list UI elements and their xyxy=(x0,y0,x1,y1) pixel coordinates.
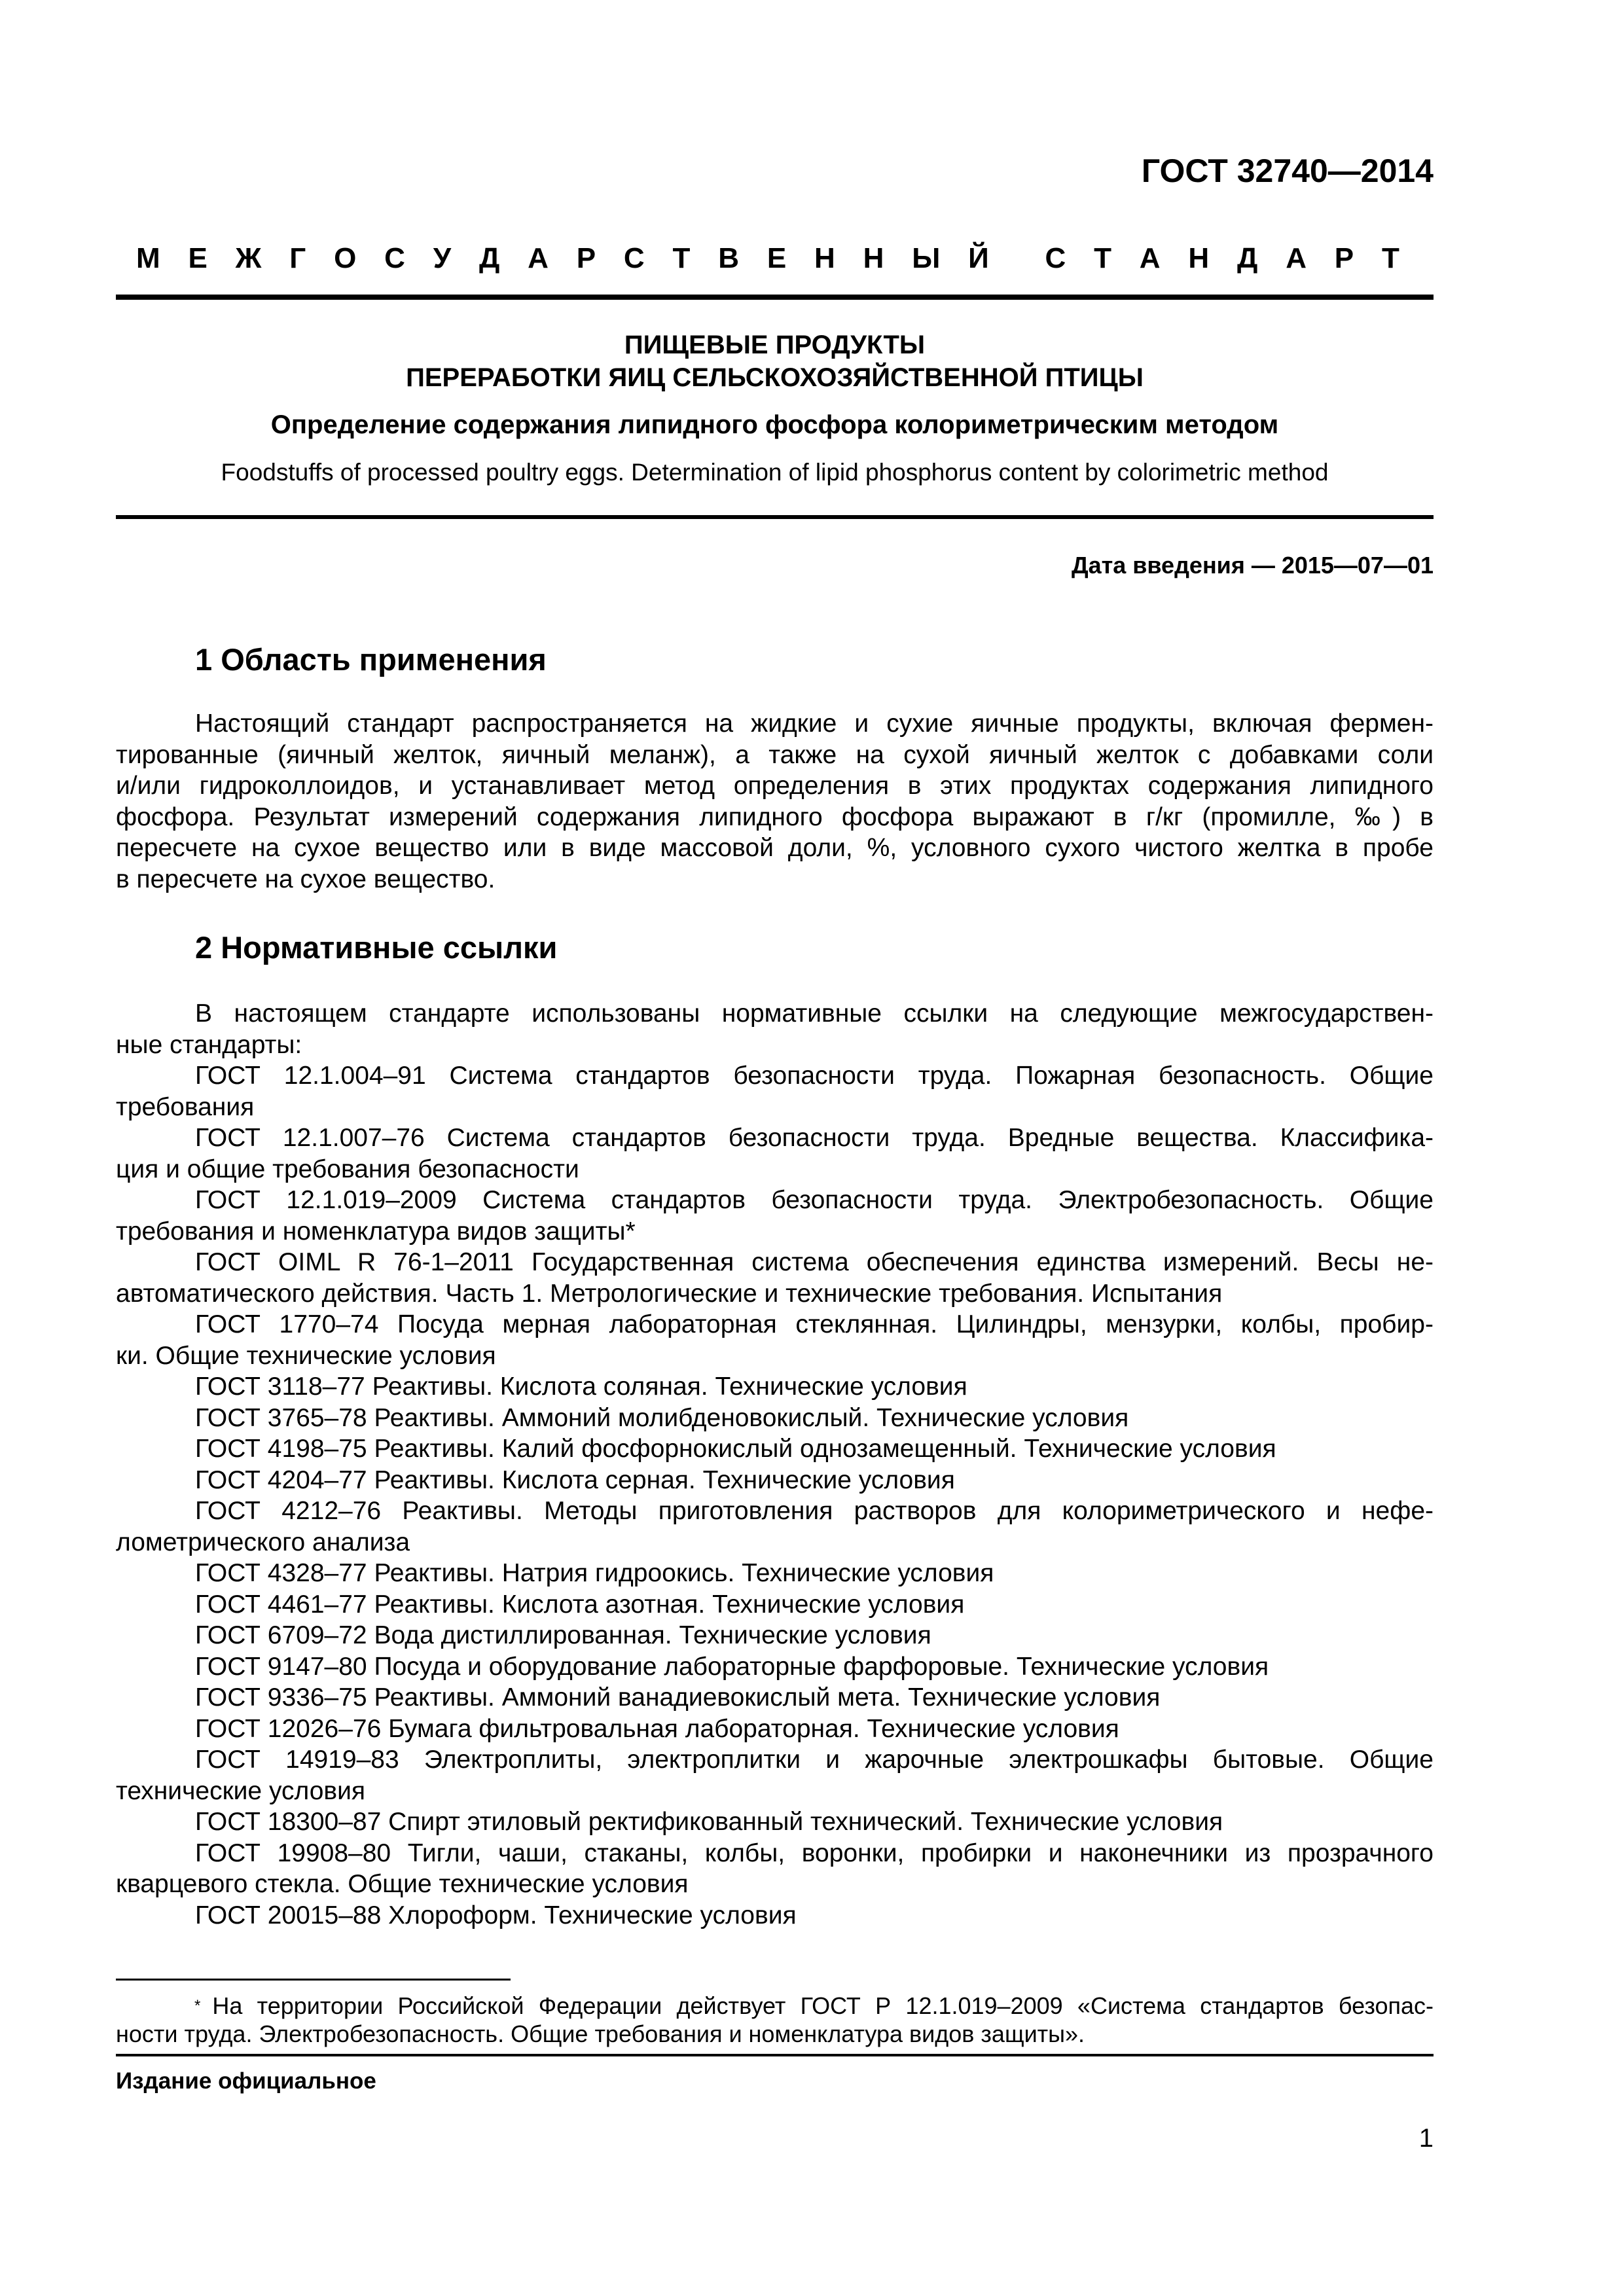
interstate-standard-label xyxy=(136,242,1399,275)
header-divider xyxy=(116,295,1434,300)
title-english: Foodstuffs of processed poultry eggs. Determination of lipid phosphorus content by colorimetric method xyxy=(221,459,1329,486)
edition-label: Издание официальное xyxy=(116,2068,376,2094)
section-1-paragraph xyxy=(116,708,1434,895)
reference-line: ГОСТ 14919–83 Электроплиты, электроплитки и жарочные электрошкафы бытовые. Общие xyxy=(195,1746,1434,1774)
interstate-letter: Т xyxy=(1381,242,1399,274)
interstate-letter: Д xyxy=(478,242,500,274)
title-line-1: ПИЩЕВЫЕ ПРОДУКТЫ xyxy=(624,331,926,359)
reference-line: ГОСТ 12026–76 Бумага фильтровальная лабораторная. Технические условия xyxy=(195,1714,1119,1743)
footnote-mark: * xyxy=(194,1997,201,2015)
reference-line: В настоящем стандарте использованы нормативные ссылки на следующие межгосударствен- xyxy=(195,999,1434,1028)
reference-line: ГОСТ 9336–75 Реактивы. Аммоний ванадиевокислый мета. Технические условия xyxy=(195,1683,1161,1712)
reference-line: лометрического анализа xyxy=(116,1528,410,1556)
interstate-letter: Ж xyxy=(235,242,262,274)
paragraph-line: Настоящий стандарт распространяется на жидкие и сухие яичные продукты, включая фермен- xyxy=(195,709,1434,738)
reference-line: ГОСТ OIML R 76-1–2011 Государственная система обеспечения единства измерений. Весы не- xyxy=(195,1248,1434,1276)
interstate-letter: А xyxy=(1139,242,1161,274)
reference-line: ГОСТ 6709–72 Вода дистиллированная. Технические условия xyxy=(195,1621,931,1649)
reference-line: ГОСТ 4198–75 Реактивы. Калий фосфорнокислый однозамещенный. Технические условия xyxy=(195,1435,1276,1463)
title-divider xyxy=(116,515,1434,519)
interstate-letter: Р xyxy=(576,242,596,274)
footnote-separator xyxy=(116,1979,511,1981)
interstate-letter: Г xyxy=(289,242,306,274)
reference-line: ГОСТ 1770–74 Посуда мерная лабораторная стеклянная. Цилиндры, мензурки, колбы, пробир- xyxy=(195,1310,1434,1338)
interstate-letter: Ы xyxy=(912,242,941,274)
reference-line: автоматического действия. Часть 1. Метрологические и технические требования. Испытания xyxy=(116,1279,1223,1308)
title-line-2: ПЕРЕРАБОТКИ ЯИЦ СЕЛЬСКОХОЗЯЙСТВЕННОЙ ПТИЦЫ xyxy=(406,363,1144,392)
paragraph-line: пересчете на сухое вещество или в виде массовой доли, %, условного сухого чистого желтка в пробе xyxy=(116,834,1434,862)
reference-line: ГОСТ 4212–76 Реактивы. Методы приготовления растворов для колориметрического и нефе- xyxy=(195,1497,1434,1525)
reference-line: ки. Общие технические условия xyxy=(116,1341,496,1370)
interstate-letter: С xyxy=(384,242,405,274)
section-2-heading: 2 Нормативные ссылки xyxy=(195,930,558,965)
footnote-line: ности труда. Электробезопасность. Общие требования и номенклатура видов защиты». xyxy=(116,2020,1085,2047)
footnote xyxy=(116,1992,1434,2048)
interstate-letter: У xyxy=(433,242,452,274)
paragraph-line: в пересчете на сухое вещество. xyxy=(116,865,496,893)
interstate-letter: Т xyxy=(1094,242,1111,274)
introduction-date: Дата введения — 2015—07—01 xyxy=(1071,552,1434,579)
reference-line: ГОСТ 18300–87 Спирт этиловый ректификованный технический. Технические условия xyxy=(195,1808,1223,1836)
interstate-letter: М xyxy=(136,242,160,274)
reference-line: ГОСТ 3118–77 Реактивы. Кислота соляная. Технические условия xyxy=(195,1372,967,1401)
reference-line: ГОСТ 3765–78 Реактивы. Аммоний молибденовокислый. Технические условия xyxy=(195,1403,1129,1432)
paragraph-line: фосфора. Результат измерений содержания липидного фосфора выражают в г/кг (промилле, ‰) в xyxy=(116,802,1434,831)
reference-line: ГОСТ 4204–77 Реактивы. Кислота серная. Технические условия xyxy=(195,1465,955,1494)
interstate-letter: Н xyxy=(814,242,835,274)
footnote-text: На территории Российской Федерации действует ГОСТ Р 12.1.019–2009 «Система стандартов безопас- xyxy=(212,1992,1434,2019)
reference-line: ГОСТ 9147–80 Посуда и оборудование лабораторные фарфоровые. Технические условия xyxy=(195,1652,1269,1681)
reference-line: ГОСТ 4461–77 Реактивы. Кислота азотная. Технические условия xyxy=(195,1590,965,1619)
reference-line: ГОСТ 19908–80 Тигли, чаши, стаканы, колбы, воронки, пробирки и наконечники из прозрачного xyxy=(195,1839,1434,1867)
interstate-letter: Н xyxy=(1188,242,1210,274)
reference-line: технические условия xyxy=(116,1776,366,1805)
interstate-letter: С xyxy=(623,242,645,274)
interstate-letter: Й xyxy=(968,242,989,274)
title-subtitle: Определение содержания липидного фосфора колориметрическим методом xyxy=(270,410,1279,439)
interstate-letter: Р xyxy=(1334,242,1354,274)
reference-line: ГОСТ 12.1.004–91 Система стандартов безопасности труда. Пожарная безопасность. Общие xyxy=(195,1062,1434,1090)
reference-line: требования xyxy=(116,1092,255,1121)
page-number: 1 xyxy=(1418,2124,1434,2153)
paragraph-line: и/или гидроколлоидов, и устанавливает метод определения в этих продуктах содержания липидного xyxy=(116,772,1434,800)
section-2-references xyxy=(116,998,1434,1931)
reference-line: требования и номенклатура видов защиты* xyxy=(116,1217,636,1246)
interstate-letter: Т xyxy=(672,242,691,274)
reference-line: ГОСТ 12.1.007–76 Система стандартов безопасности труда. Вредные вещества. Классифика- xyxy=(195,1124,1434,1152)
reference-line: ные стандарты: xyxy=(116,1030,302,1059)
interstate-letter: Д xyxy=(1237,242,1258,274)
interstate-letter: Е xyxy=(188,242,208,274)
reference-line: ция и общие требования безопасности xyxy=(116,1155,579,1183)
interstate-letter: А xyxy=(1286,242,1307,274)
reference-line: ГОСТ 4328–77 Реактивы. Натрия гидроокись. Технические условия xyxy=(195,1559,994,1587)
interstate-letter: О xyxy=(334,242,357,274)
document-code: ГОСТ 32740—2014 xyxy=(1141,152,1434,189)
interstate-letter: В xyxy=(718,242,740,274)
footnote-line xyxy=(116,1992,1434,2020)
reference-line: ГОСТ 12.1.019–2009 Система стандартов безопасности труда. Электробезопасность. Общие xyxy=(195,1186,1434,1214)
reference-line: ГОСТ 20015–88 Хлороформ. Технические условия xyxy=(195,1901,797,1929)
paragraph-line: тированные (яичный желток, яичный меланж), а также на сухой яичный желток с добавками соли xyxy=(116,740,1434,769)
interstate-letter: Е xyxy=(767,242,787,274)
reference-line: кварцевого стекла. Общие технические условия xyxy=(116,1870,689,1898)
footer-divider xyxy=(116,2054,1434,2056)
section-1-heading: 1 Область применения xyxy=(195,642,547,677)
interstate-letter: А xyxy=(528,242,549,274)
interstate-letter: С xyxy=(1045,242,1066,274)
interstate-letter: Н xyxy=(863,242,884,274)
